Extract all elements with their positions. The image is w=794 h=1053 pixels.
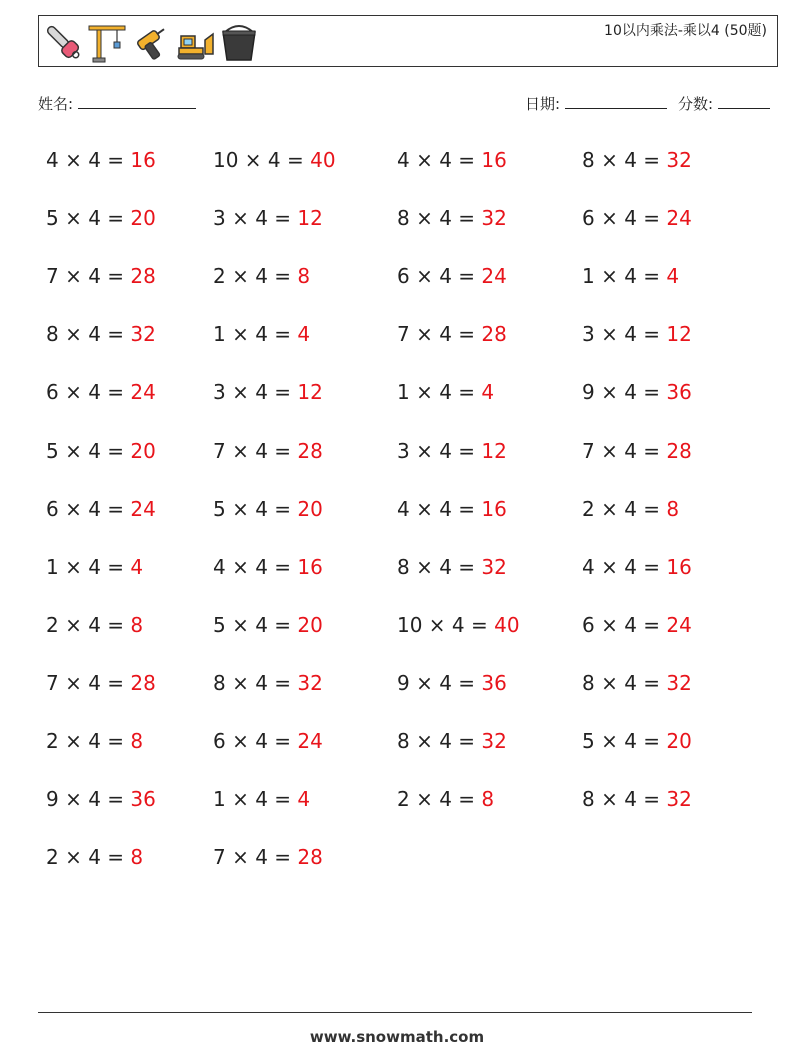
problem-expression: 1 × 4 = xyxy=(582,264,667,289)
problem-item xyxy=(46,264,156,288)
problem-answer: 16 xyxy=(481,496,507,521)
problem-item xyxy=(46,206,156,230)
problem-expression: 8 × 4 = xyxy=(397,554,482,579)
problem-expression: 4 × 4 = xyxy=(213,554,298,579)
date-label: 日期: xyxy=(525,95,561,113)
problem-item xyxy=(213,264,310,288)
problem-expression: 8 × 4 = xyxy=(397,729,482,753)
problem-expression: 1 × 4 = xyxy=(397,380,482,405)
problem-item xyxy=(582,380,692,404)
problem-answer: 4 xyxy=(297,322,311,347)
problem-answer: 24 xyxy=(481,264,507,289)
problem-expression: 4 × 4 = xyxy=(582,554,667,579)
problem-expression: 5 × 4 = xyxy=(582,729,667,753)
problem-answer: 20 xyxy=(130,438,156,463)
problem-expression: 5 × 4 = xyxy=(213,496,298,521)
problem-expression: 2 × 4 = xyxy=(397,787,482,812)
problem-answer: 4 xyxy=(481,380,495,405)
problem-answer: 28 xyxy=(297,438,323,463)
problem-answer: 28 xyxy=(297,845,323,870)
problem-answer: 12 xyxy=(666,322,692,347)
problem-answer: 28 xyxy=(666,438,692,463)
score-label: 分数: xyxy=(678,95,714,113)
problem-answer: 12 xyxy=(297,206,323,231)
problem-expression: 9 × 4 = xyxy=(582,380,667,405)
problem-item xyxy=(46,322,156,346)
problem-answer: 32 xyxy=(297,670,323,695)
problem-expression: 8 × 4 = xyxy=(582,670,667,695)
problem-expression: 8 × 4 = xyxy=(582,148,667,172)
problem-expression: 6 × 4 = xyxy=(582,612,667,637)
problem-item xyxy=(397,555,507,579)
problem-answer: 32 xyxy=(666,787,692,812)
problem-expression: 9 × 4 = xyxy=(46,787,131,812)
problem-item xyxy=(397,497,507,521)
problem-answer: 8 xyxy=(297,264,311,289)
problem-answer: 32 xyxy=(481,554,507,579)
problem-answer: 12 xyxy=(297,380,323,405)
problem-expression: 8 × 4 = xyxy=(46,322,131,347)
problem-expression: 8 × 4 = xyxy=(213,670,298,695)
problem-expression: 3 × 4 = xyxy=(582,322,667,347)
problem-answer: 28 xyxy=(130,264,156,289)
problem-answer: 20 xyxy=(297,612,323,637)
problem-expression: 1 × 4 = xyxy=(46,554,131,579)
problem-expression: 3 × 4 = xyxy=(397,438,482,463)
problem-item xyxy=(46,148,156,172)
problem-item xyxy=(213,322,310,346)
problem-item xyxy=(397,439,507,463)
problem-item xyxy=(46,787,156,811)
problem-item xyxy=(46,380,156,404)
problem-item xyxy=(46,845,143,869)
problem-expression: 6 × 4 = xyxy=(46,496,131,521)
problem-answer: 4 xyxy=(666,264,680,289)
problem-item xyxy=(213,439,323,463)
name-label: 姓名: xyxy=(38,95,74,113)
problem-item xyxy=(582,787,692,811)
problem-answer: 32 xyxy=(666,148,692,172)
problem-item xyxy=(213,380,323,404)
problem-item xyxy=(46,555,143,579)
problem-expression: 10 × 4 = xyxy=(213,148,311,172)
problem-expression: 3 × 4 = xyxy=(213,380,298,405)
problem-expression: 2 × 4 = xyxy=(582,496,667,521)
problem-item xyxy=(397,264,507,288)
problem-item xyxy=(46,729,143,753)
problem-expression: 1 × 4 = xyxy=(213,322,298,347)
problem-expression: 3 × 4 = xyxy=(213,206,298,231)
problem-answer: 24 xyxy=(666,612,692,637)
problem-item xyxy=(213,497,323,521)
problem-answer: 32 xyxy=(481,206,507,231)
problem-item xyxy=(397,671,507,695)
problem-item xyxy=(397,322,507,346)
problem-expression: 7 × 4 = xyxy=(46,264,131,289)
problem-answer: 8 xyxy=(666,496,680,521)
problem-answer: 32 xyxy=(481,729,507,753)
problem-item xyxy=(397,613,520,637)
problem-answer: 8 xyxy=(130,612,144,637)
problem-answer: 16 xyxy=(297,554,323,579)
footer-divider xyxy=(38,1012,752,1013)
problem-item xyxy=(213,845,323,869)
problem-item xyxy=(582,671,692,695)
problem-expression: 10 × 4 = xyxy=(397,612,495,637)
problem-item xyxy=(397,148,507,172)
problem-expression: 8 × 4 = xyxy=(582,787,667,812)
problem-expression: 2 × 4 = xyxy=(213,264,298,289)
problem-answer: 36 xyxy=(666,380,692,405)
problem-answer: 4 xyxy=(130,554,144,579)
problem-item xyxy=(46,613,143,637)
problem-answer: 36 xyxy=(481,670,507,695)
problem-item xyxy=(46,497,156,521)
problem-answer: 28 xyxy=(130,670,156,695)
problem-answer: 20 xyxy=(297,496,323,521)
problem-answer: 32 xyxy=(666,670,692,695)
problem-answer: 20 xyxy=(666,729,692,753)
problem-item xyxy=(397,787,494,811)
problem-item xyxy=(46,671,156,695)
footer-website: www.snowmath.com xyxy=(309,1028,485,1046)
problem-expression: 6 × 4 = xyxy=(213,729,298,753)
problem-item xyxy=(46,439,156,463)
problem-answer: 16 xyxy=(481,148,507,172)
problem-item xyxy=(213,148,336,172)
problem-item xyxy=(213,206,323,230)
worksheet-title: 10以内乘法-乘以4 (50题) xyxy=(604,23,767,39)
problem-answer: 40 xyxy=(310,148,336,172)
problem-answer: 16 xyxy=(666,554,692,579)
problem-item xyxy=(213,671,323,695)
problem-expression: 9 × 4 = xyxy=(397,670,482,695)
problem-item xyxy=(582,613,692,637)
problem-expression: 7 × 4 = xyxy=(213,438,298,463)
problem-answer: 32 xyxy=(130,322,156,347)
problem-expression: 4 × 4 = xyxy=(46,148,131,172)
problem-item xyxy=(213,729,323,753)
problem-item xyxy=(582,555,692,579)
problem-answer: 16 xyxy=(130,148,156,172)
problem-item xyxy=(582,206,692,230)
problem-item xyxy=(397,380,494,404)
problem-answer: 24 xyxy=(297,729,323,753)
problem-item xyxy=(213,555,323,579)
problem-answer: 28 xyxy=(481,322,507,347)
problem-expression: 5 × 4 = xyxy=(46,438,131,463)
problem-answer: 12 xyxy=(481,438,507,463)
problem-expression: 4 × 4 = xyxy=(397,148,482,172)
problem-expression: 2 × 4 = xyxy=(46,845,131,870)
problem-expression: 5 × 4 = xyxy=(213,612,298,637)
problem-answer: 4 xyxy=(297,787,311,812)
problem-expression: 6 × 4 = xyxy=(397,264,482,289)
problem-item xyxy=(582,497,679,521)
problem-answer: 24 xyxy=(130,380,156,405)
problem-item xyxy=(397,729,507,753)
problem-item xyxy=(213,787,310,811)
problem-item xyxy=(397,206,507,230)
problem-answer: 8 xyxy=(130,729,144,753)
problem-expression: 7 × 4 = xyxy=(582,438,667,463)
problem-expression: 7 × 4 = xyxy=(213,845,298,870)
problem-expression: 7 × 4 = xyxy=(397,322,482,347)
problem-expression: 8 × 4 = xyxy=(397,206,482,231)
problem-answer: 20 xyxy=(130,206,156,231)
problem-item xyxy=(582,729,692,753)
problem-expression: 2 × 4 = xyxy=(46,612,131,637)
problem-answer: 36 xyxy=(130,787,156,812)
problem-expression: 6 × 4 = xyxy=(46,380,131,405)
problem-item xyxy=(582,322,692,346)
problem-answer: 24 xyxy=(130,496,156,521)
problem-answer: 8 xyxy=(481,787,495,812)
problem-expression: 1 × 4 = xyxy=(213,787,298,812)
problem-answer: 40 xyxy=(494,612,520,637)
problem-item xyxy=(213,613,323,637)
problem-expression: 7 × 4 = xyxy=(46,670,131,695)
problem-expression: 5 × 4 = xyxy=(46,206,131,231)
problem-expression: 2 × 4 = xyxy=(46,729,131,753)
problem-answer: 24 xyxy=(666,206,692,231)
problem-expression: 4 × 4 = xyxy=(397,496,482,521)
problem-item xyxy=(582,439,692,463)
problem-item xyxy=(582,264,679,288)
problem-answer: 8 xyxy=(130,845,144,870)
problem-item xyxy=(582,148,692,172)
problem-expression: 6 × 4 = xyxy=(582,206,667,231)
